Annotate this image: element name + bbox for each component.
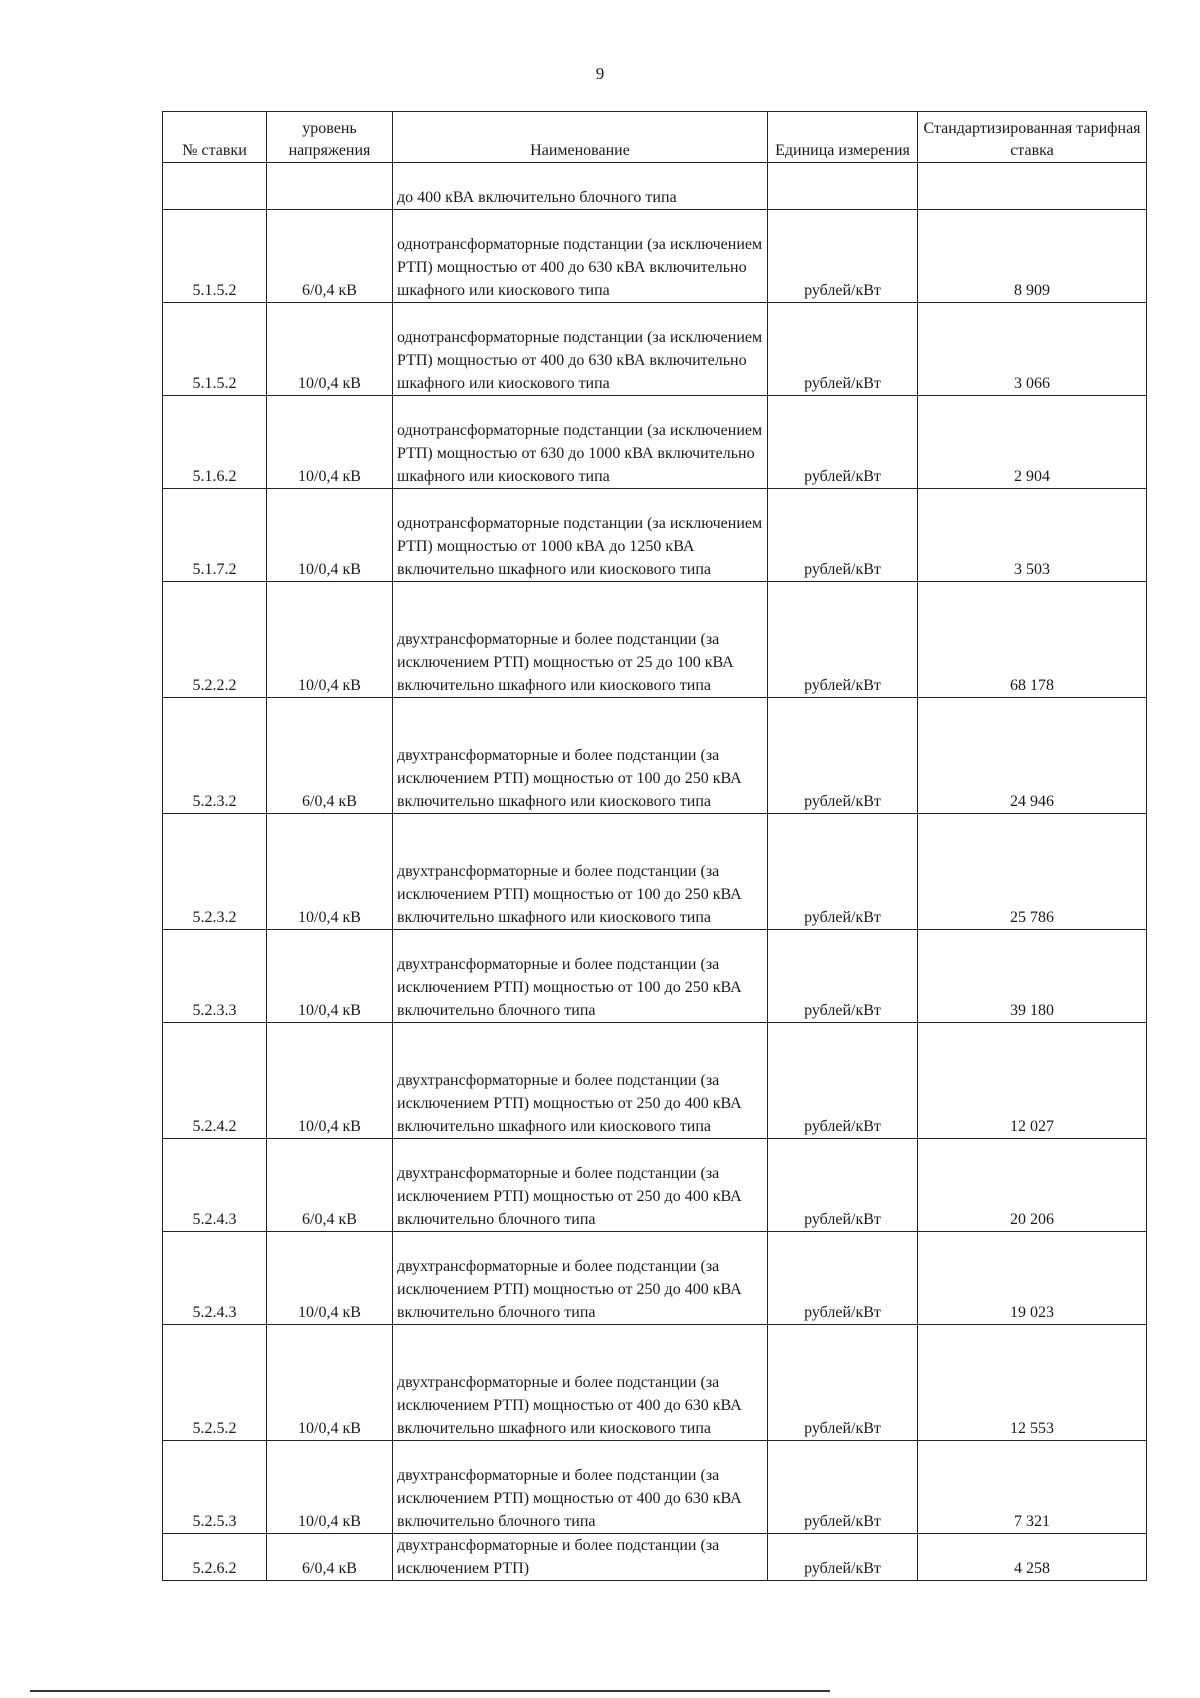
item-name: до 400 кВА включительно блочного типа — [393, 163, 768, 210]
voltage-level: 10/0,4 кВ — [267, 1325, 393, 1441]
rate-number — [163, 163, 267, 210]
tariff-rate: 68 178 — [918, 582, 1147, 698]
voltage-level: 6/0,4 кВ — [267, 210, 393, 303]
item-name: двухтрансформаторные и более подстанции (за исключением РТП) мощностью от 100 до 250 кВА включительно шкафного или киоскового типа — [393, 698, 768, 814]
tariff-rate: 39 180 — [918, 930, 1147, 1023]
voltage-level: 10/0,4 кВ — [267, 930, 393, 1023]
unit: рублей/кВт — [768, 1139, 918, 1232]
rate-number: 5.2.2.2 — [163, 582, 267, 698]
rate-number: 5.1.5.2 — [163, 303, 267, 396]
unit: рублей/кВт — [768, 930, 918, 1023]
rate-number: 5.2.3.2 — [163, 814, 267, 930]
tariff-rate: 12 553 — [918, 1325, 1147, 1441]
rate-number: 5.2.3.3 — [163, 930, 267, 1023]
unit: рублей/кВт — [768, 1441, 918, 1534]
voltage-level: 10/0,4 кВ — [267, 489, 393, 582]
tariff-rate: 24 946 — [918, 698, 1147, 814]
unit: рублей/кВт — [768, 698, 918, 814]
voltage-level — [267, 163, 393, 210]
voltage-level: 6/0,4 кВ — [267, 1534, 393, 1581]
item-name: двухтрансформаторные и более подстанции (за исключением РТП) мощностью от 100 до 250 кВА включительно шкафного или киоскового типа — [393, 814, 768, 930]
voltage-level: 10/0,4 кВ — [267, 1441, 393, 1534]
table-row — [163, 1325, 1147, 1441]
tariff-rate — [918, 163, 1147, 210]
voltage-level: 10/0,4 кВ — [267, 396, 393, 489]
table-row — [163, 698, 1147, 814]
voltage-level: 6/0,4 кВ — [267, 1139, 393, 1232]
item-name: двухтрансформаторные и более подстанции (за исключением РТП) мощностью от 400 до 630 кВА включительно блочного типа — [393, 1441, 768, 1534]
table-row — [163, 582, 1147, 698]
rate-number: 5.2.6.2 — [163, 1534, 267, 1581]
header-num: № ставки — [163, 112, 267, 163]
item-name: двухтрансформаторные и более подстанции (за исключением РТП) мощностью от 100 до 250 кВА включительно блочного типа — [393, 930, 768, 1023]
unit: рублей/кВт — [768, 489, 918, 582]
rate-number: 5.1.7.2 — [163, 489, 267, 582]
header-rate: Стандартизированная тарифная ставка — [918, 112, 1147, 163]
table-row — [163, 303, 1147, 396]
rate-number: 5.1.6.2 — [163, 396, 267, 489]
tariff-rate: 3 066 — [918, 303, 1147, 396]
table-row — [163, 396, 1147, 489]
table-row — [163, 210, 1147, 303]
unit: рублей/кВт — [768, 582, 918, 698]
item-name: двухтрансформаторные и более подстанции (за исключением РТП) мощностью от 400 до 630 кВА включительно шкафного или киоскового типа — [393, 1325, 768, 1441]
item-name: двухтрансформаторные и более подстанции (за исключением РТП) мощностью от 250 до 400 кВА включительно блочного типа — [393, 1232, 768, 1325]
unit: рублей/кВт — [768, 1023, 918, 1139]
unit: рублей/кВт — [768, 210, 918, 303]
rate-number: 5.2.4.3 — [163, 1139, 267, 1232]
voltage-level: 10/0,4 кВ — [267, 814, 393, 930]
voltage-level: 6/0,4 кВ — [267, 698, 393, 814]
item-name: однотрансформаторные подстанции (за исключением РТП) мощностью от 1000 кВА до 1250 кВА включительно шкафного или киоскового типа — [393, 489, 768, 582]
voltage-level: 10/0,4 кВ — [267, 1232, 393, 1325]
unit: рублей/кВт — [768, 396, 918, 489]
rate-number: 5.1.5.2 — [163, 210, 267, 303]
rate-number: 5.2.3.2 — [163, 698, 267, 814]
table-row — [163, 1023, 1147, 1139]
rate-number: 5.2.5.3 — [163, 1441, 267, 1534]
voltage-level: 10/0,4 кВ — [267, 582, 393, 698]
footer-divider — [30, 1690, 830, 1692]
item-name: двухтрансформаторные и более подстанции (за исключением РТП) — [393, 1534, 768, 1581]
table-row — [163, 930, 1147, 1023]
unit: рублей/кВт — [768, 303, 918, 396]
table-row — [163, 1139, 1147, 1232]
table-row — [163, 163, 1147, 210]
rate-number: 5.2.5.2 — [163, 1325, 267, 1441]
item-name: однотрансформаторные подстанции (за исключением РТП) мощностью от 630 до 1000 кВА включительно шкафного или киоскового типа — [393, 396, 768, 489]
tariff-rate: 25 786 — [918, 814, 1147, 930]
unit: рублей/кВт — [768, 1534, 918, 1581]
tariff-rate: 19 023 — [918, 1232, 1147, 1325]
tariff-table — [162, 111, 1147, 1581]
rate-number: 5.2.4.2 — [163, 1023, 267, 1139]
unit — [768, 163, 918, 210]
tariff-rate: 8 909 — [918, 210, 1147, 303]
table-row — [163, 1534, 1147, 1581]
item-name: однотрансформаторные подстанции (за исключением РТП) мощностью от 400 до 630 кВА включительно шкафного или киоскового типа — [393, 303, 768, 396]
item-name: двухтрансформаторные и более подстанции (за исключением РТП) мощностью от 25 до 100 кВА включительно шкафного или киоскового типа — [393, 582, 768, 698]
unit: рублей/кВт — [768, 1325, 918, 1441]
tariff-rate: 12 027 — [918, 1023, 1147, 1139]
table-row — [163, 1441, 1147, 1534]
tariff-rate: 20 206 — [918, 1139, 1147, 1232]
voltage-level: 10/0,4 кВ — [267, 1023, 393, 1139]
item-name: однотрансформаторные подстанции (за исключением РТП) мощностью от 400 до 630 кВА включительно шкафного или киоскового типа — [393, 210, 768, 303]
unit: рублей/кВт — [768, 814, 918, 930]
table-row — [163, 489, 1147, 582]
header-name: Наименование — [393, 112, 768, 163]
header-unit: Единица измерения — [768, 112, 918, 163]
item-name: двухтрансформаторные и более подстанции (за исключением РТП) мощностью от 250 до 400 кВА включительно шкафного или киоскового типа — [393, 1023, 768, 1139]
tariff-rate: 7 321 — [918, 1441, 1147, 1534]
table-header-row — [163, 112, 1147, 163]
page-number: 9 — [595, 64, 605, 83]
tariff-rate: 3 503 — [918, 489, 1147, 582]
table-row — [163, 814, 1147, 930]
tariff-rate: 2 904 — [918, 396, 1147, 489]
tariff-rate: 4 258 — [918, 1534, 1147, 1581]
table-row — [163, 1232, 1147, 1325]
voltage-level: 10/0,4 кВ — [267, 303, 393, 396]
item-name: двухтрансформаторные и более подстанции (за исключением РТП) мощностью от 250 до 400 кВА включительно блочного типа — [393, 1139, 768, 1232]
header-level: уровень напряжения — [267, 112, 393, 163]
rate-number: 5.2.4.3 — [163, 1232, 267, 1325]
unit: рублей/кВт — [768, 1232, 918, 1325]
